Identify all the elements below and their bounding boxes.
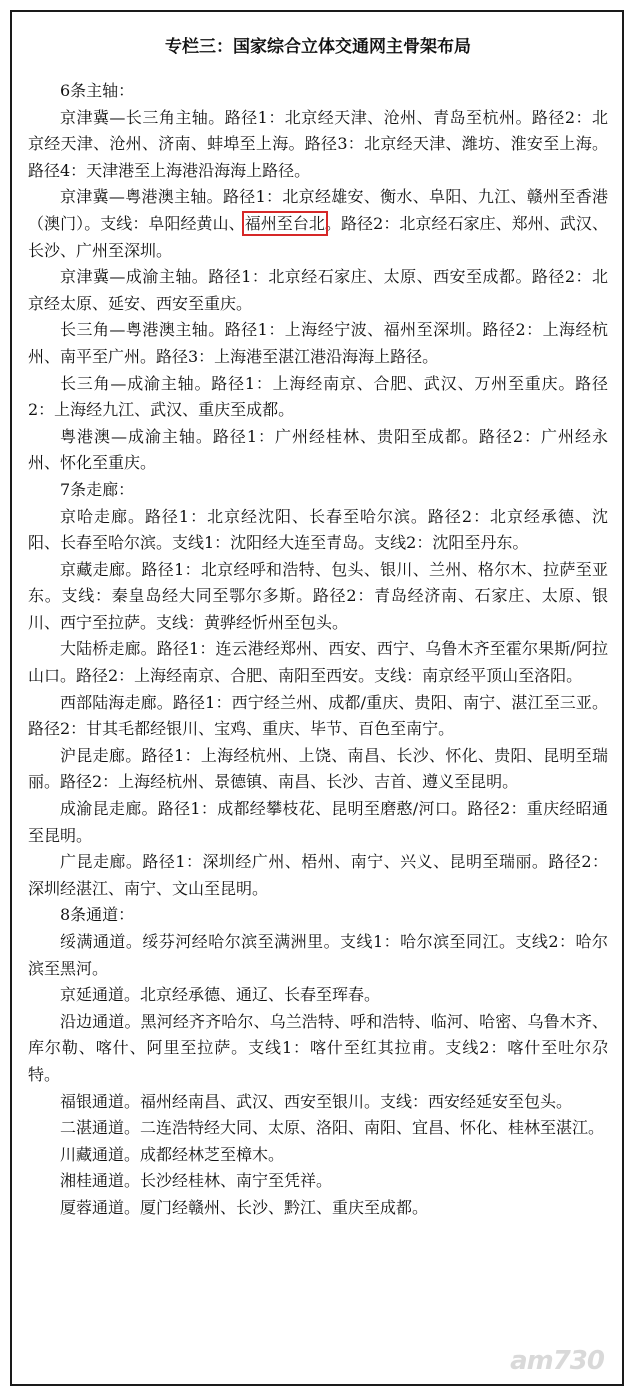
axis-paragraph: 长三角—粤港澳主轴。路径1：上海经宁波、福州至深圳。路径2：上海经杭州、南平至广州。路径3：上海港至湛江港沿海海上路径。: [28, 320, 608, 366]
channel-paragraph: 沿边通道。黑河经齐齐哈尔、乌兰浩特、呼和浩特、临河、哈密、乌鲁木齐、库尔勒、喀什、阿里至拉萨。支线1：喀什至红其拉甫。支线2：喀什至吐尔尕特。: [28, 1011, 608, 1084]
corridor-paragraph: 沪昆走廊。路径1：上海经杭州、上饶、南昌、长沙、怀化、贵阳、昆明至瑞丽。路径2：上海经杭州、景德镇、南昌、长沙、吉首、遵义至昆明。: [28, 745, 608, 792]
axis-paragraph: 京津冀—长三角主轴。路径1：北京经天津、沧州、青岛至杭州。路径2：北京经天津、沧州、济南、蚌埠至上海。路径3：北京经天津、潍坊、淮安至上海。路径4：天津港至上海港沿海海上路径。: [28, 107, 608, 180]
corridor-paragraph: 京藏走廊。路径1：北京经呼和浩特、包头、银川、兰州、格尔木、拉萨至亚东。支线：秦皇岛经大同至鄂尔多斯。路径2：青岛经济南、石家庄、太原、银川、西宁至拉萨。支线：黄骅经忻州至包头。: [28, 559, 608, 632]
document-body: [12, 12, 622, 1222]
highlighted-route: 福州至台北: [244, 213, 325, 233]
corridor-paragraph: 大陆桥走廊。路径1：连云港经郑州、西安、西宁、乌鲁木齐至霍尔果斯/阿拉山口。路径2：上海经南京、合肥、南阳至西安。支线：南京经平顶山至洛阳。: [28, 639, 608, 686]
axis-paragraph: 京津冀—成渝主轴。路径1：北京经石家庄、太原、西安至成都。路径2：北京经太原、延安、西安至重庆。: [28, 267, 608, 313]
corridor-paragraph: 成渝昆走廊。路径1：成都经攀枝花、昆明至磨憨/河口。路径2：重庆经昭通至昆明。: [28, 799, 608, 845]
channel-paragraph: 二湛通道。二连浩特经大同、太原、洛阳、南阳、宜昌、怀化、桂林至湛江。: [60, 1118, 605, 1138]
channel-paragraph: 京延通道。北京经承德、通辽、长春至珲春。: [60, 985, 381, 1005]
channel-paragraph: 福银通道。福州经南昌、武汉、西安至银川。支线：西安经延安至包头。: [60, 1091, 573, 1111]
document-title: 专栏三：国家综合立体交通网主骨架布局: [165, 37, 471, 57]
axis-paragraph: 长三角—成渝主轴。路径1：上海经南京、合肥、武汉、万州至重庆。路径2：上海经九江、武汉、重庆至成都。: [28, 373, 608, 420]
axis-text: 京津冀—粤港澳主轴。路径1：北京经雄安、衡水、阜阳、九江、赣州至香港（澳门）。支线：阜阳经黄山、: [28, 187, 608, 233]
axis-text: 。路径2：北京经石家庄、郑州、武汉、长沙、广州至深圳。: [28, 213, 608, 260]
axis-paragraph: 粤港澳—成渝主轴。路径1：广州经桂林、贵阳至成都。路径2：广州经永州、怀化至重庆。: [28, 426, 608, 473]
channel-paragraph: 湘桂通道。长沙经桂林、南宁至凭祥。: [60, 1171, 333, 1191]
channel-paragraph: 厦蓉通道。厦门经赣州、长沙、黔江、重庆至成都。: [60, 1197, 429, 1217]
axis-paragraph: [28, 184, 608, 264]
channel-paragraph: 川藏通道。成都经林芝至樟木。: [60, 1144, 285, 1164]
section-heading-corridors: 7条走廊：: [60, 479, 135, 499]
section-heading-channels: 8条通道：: [60, 905, 135, 925]
corridor-paragraph: 广昆走廊。路径1：深圳经广州、梧州、南宁、兴义、昆明至瑞丽。路径2：深圳经湛江、南宁、文山至昆明。: [28, 852, 608, 898]
section-heading-axes: 6条主轴：: [60, 81, 135, 100]
document-frame: [10, 10, 624, 1386]
watermark-logo: am730: [510, 1346, 604, 1376]
corridor-paragraph: 京哈走廊。路径1：北京经沈阳、长春至哈尔滨。路径2：北京经承德、沈阳、长春至哈尔滨。支线1：沈阳经大连至青岛。支线2：沈阳至丹东。: [28, 506, 608, 553]
corridor-paragraph: 西部陆海走廊。路径1：西宁经兰州、成都/重庆、贵阳、南宁、湛江至三亚。路径2：甘其毛都经银川、宝鸡、重庆、毕节、百色至南宁。: [28, 692, 608, 739]
channel-paragraph: 绥满通道。绥芬河经哈尔滨至满洲里。支线1：哈尔滨至同江。支线2：哈尔滨至黑河。: [28, 932, 608, 978]
